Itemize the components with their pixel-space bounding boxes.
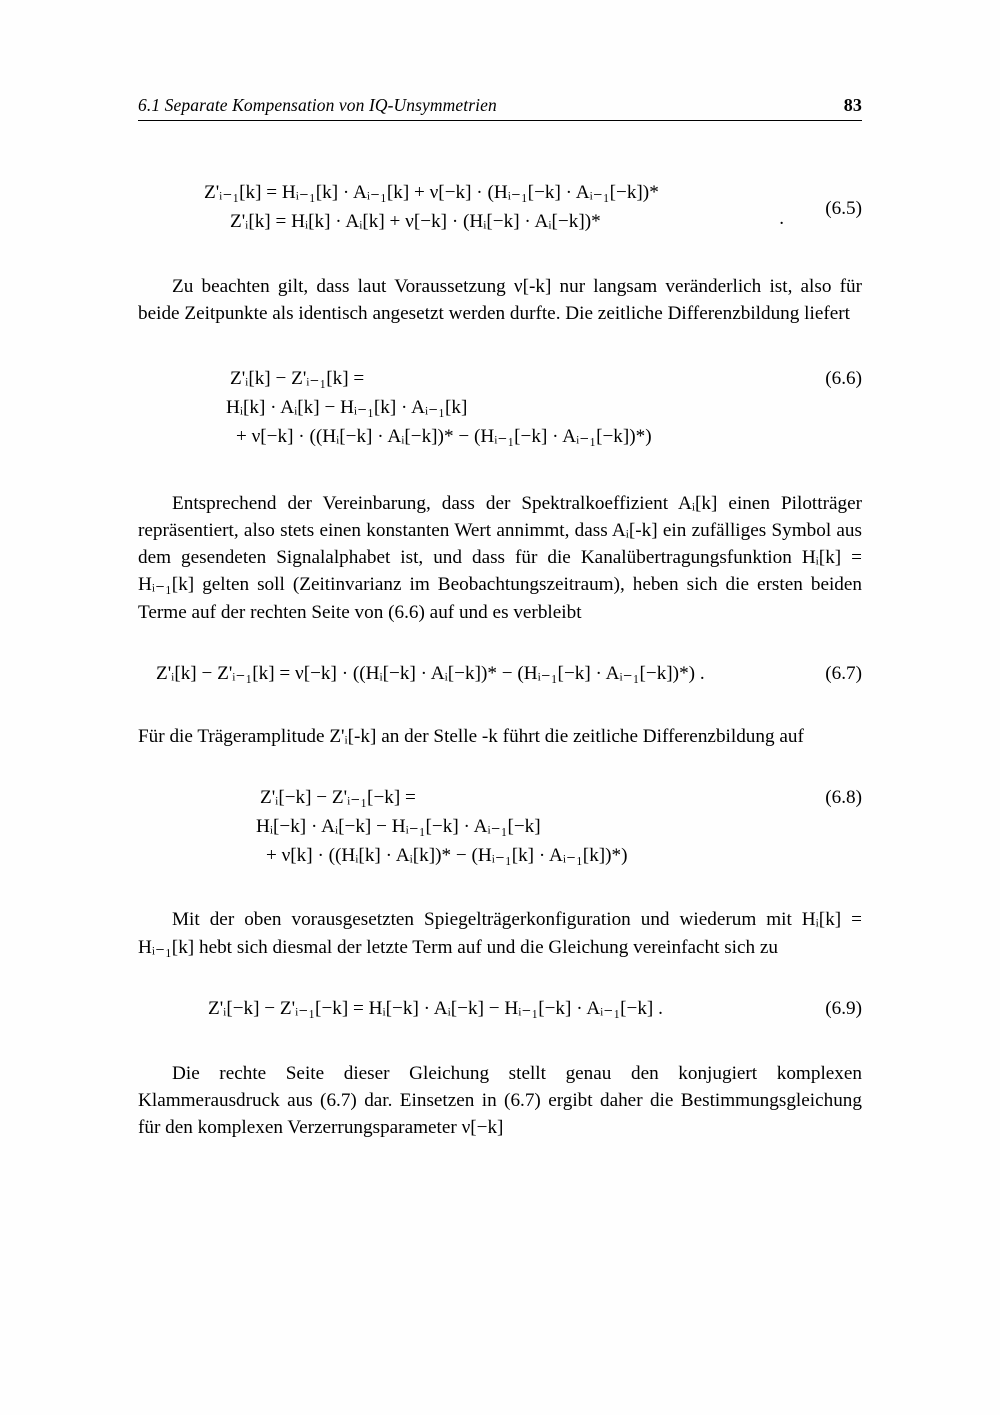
equation-6-8-line-1: Z'ᵢ[−k] − Z'ᵢ₋₁[−k] =: [260, 786, 416, 808]
equation-6-7-number: (6.7): [825, 662, 862, 684]
equation-6-8-line-2: Hᵢ[−k] · Aᵢ[−k] − Hᵢ₋₁[−k] · Aᵢ₋₁[−k]: [256, 815, 541, 837]
equation-6-9: [138, 995, 862, 1024]
paragraph-5: Die rechte Seite dieser Gleichung stellt genau den konjugiert komplexen Klammerausdruck aus (6.7) dar. Einsetzen in (6.7) ergibt daher die Bestimmungsgleichung für den komplexen Verzerrungsparameter ν[−k]: [138, 1062, 862, 1139]
header-divider: [138, 120, 862, 121]
equation-6-5-number: (6.5): [825, 198, 862, 219]
paragraph-3: Für die Trägeramplitude Z'ᵢ[-k] an der Stelle -k führt die zeitliche Differenzbildung auf: [138, 725, 804, 747]
equation-6-9-line-1: Z'ᵢ[−k] − Z'ᵢ₋₁[−k] = Hᵢ[−k] · Aᵢ[−k] − Hᵢ₋₁[−k] · Aᵢ₋₁[−k] .: [208, 997, 663, 1019]
equation-6-7: [138, 660, 862, 689]
running-header: [138, 95, 862, 116]
paragraph-1: Zu beachten gilt, dass laut Voraussetzung ν[-k] nur langsam veränderlich ist, also für beide Zeitpunkte als identisch angesetzt werden durfte. Die zeitliche Differenzbildung liefert: [138, 275, 862, 324]
page-content: [138, 95, 862, 1141]
equation-6-7-line-1: Z'ᵢ[k] − Z'ᵢ₋₁[k] = ν[−k] · ((Hᵢ[−k] · Aᵢ[−k])* − (Hᵢ₋₁[−k] · Aᵢ₋₁[−k])*) .: [156, 662, 705, 684]
equation-6-8-number: (6.8): [825, 786, 862, 808]
equation-6-8-line-3: + ν[k] · ((Hᵢ[k] · Aᵢ[k])* − (Hᵢ₋₁[k] · Aᵢ₋₁[k])*): [266, 844, 628, 866]
equation-6-6: [138, 365, 862, 451]
equation-6-6-line-3: + ν[−k] · ((Hᵢ[−k] · Aᵢ[−k])* − (Hᵢ₋₁[−k] · Aᵢ₋₁[−k])*): [236, 425, 652, 447]
page-number: 83: [843, 95, 862, 115]
equation-6-5-line-1: Z'ᵢ₋₁[k] = Hᵢ₋₁[k] · Aᵢ₋₁[k] + ν[−k] · (Hᵢ₋₁[−k] · Aᵢ₋₁[−k])*: [204, 182, 659, 203]
header-section-title: 6.1 Separate Kompensation von IQ-Unsymmetrien: [138, 95, 497, 115]
equation-6-6-line-2: Hᵢ[k] · Aᵢ[k] − Hᵢ₋₁[k] · Aᵢ₋₁[k]: [226, 396, 468, 418]
equation-6-6-line-1: Z'ᵢ[k] − Z'ᵢ₋₁[k] =: [230, 368, 365, 390]
equation-6-9-number: (6.9): [825, 997, 862, 1019]
equation-6-5-period: .: [779, 208, 784, 229]
equation-6-5: [138, 179, 862, 237]
paragraph-4: Mit der oben vorausgesetzten Spiegelträgerkonfiguration und wiederum mit Hᵢ[k] = Hᵢ₋₁[k] hebt sich diesmal der letzte Term auf und die Gleichung vereinfacht sich zu: [138, 909, 862, 958]
equation-6-8: [138, 784, 862, 870]
paragraph-2: Entsprechend der Vereinbarung, dass der Spektralkoeffizient Aᵢ[k] einen Pilotträger repräsentiert, also stets einen konstanten Wert annimmt, dass Aᵢ[-k] ein zufälliges Symbol aus dem gesendeten Signalalphabet ist, und dass für die Kanalübertragungsfunktion Hᵢ[k] = Hᵢ₋₁[k] gelten soll (Zeitinvarianz im Beobachtungszeitraum), heben sich die ersten beiden Terme auf der rechten Seite von (6.6) auf und es verbleibt: [138, 492, 862, 623]
equation-6-6-number: (6.6): [825, 368, 862, 390]
equation-6-5-line-2: Z'ᵢ[k] = Hᵢ[k] · Aᵢ[k] + ν[−k] · (Hᵢ[−k] · Aᵢ[−k])*: [230, 210, 601, 232]
